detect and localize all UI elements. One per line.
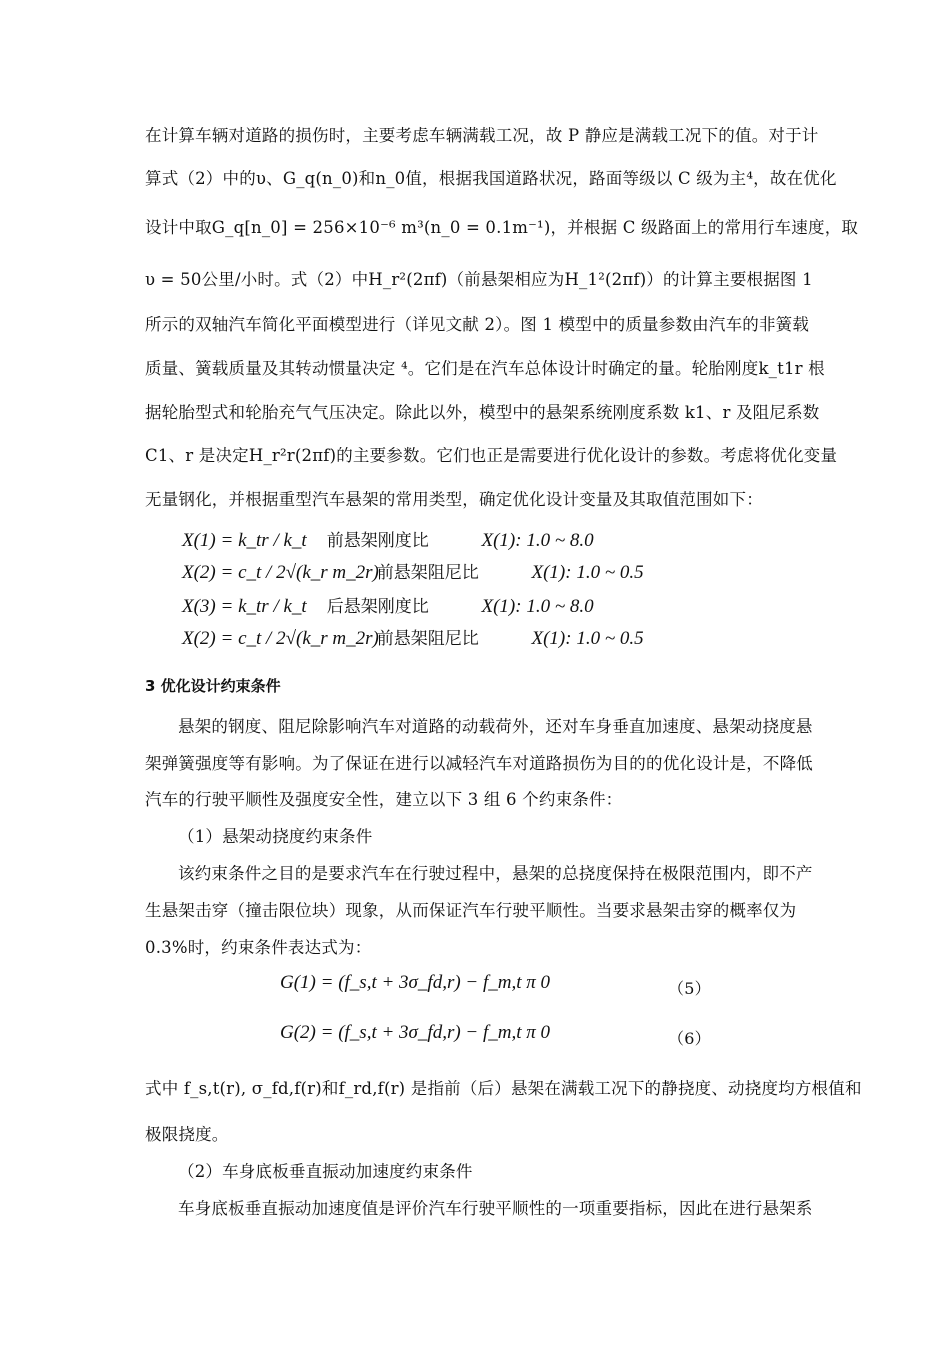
- variable-range: X(1): 1.0 ~ 0.5: [531, 562, 644, 583]
- text-line: 设计中取G_q[n_0] = 256×10⁻⁶ m³(n_0 = 0.1m⁻¹)，并根据 C 级路面上的常用行车速度，取: [145, 218, 859, 237]
- subsection-heading: （1）悬架动挠度约束条件: [178, 827, 373, 846]
- variable-expression: X(2) = c_t / 2√(k_r m_2r): [182, 562, 379, 583]
- equation: G(2) = (f_s,t + 3σ_fd,r) − f_m,t π 0: [280, 1022, 551, 1043]
- text-line: 0.3%时，约束条件表达式为：: [145, 938, 372, 957]
- text-line: 无量钢化，并根据重型汽车悬架的常用类型，确定优化设计变量及其取值范围如下：: [145, 490, 763, 509]
- variable-expression: X(3) = k_tr / k_t: [182, 596, 307, 617]
- variable-range: X(1): 1.0 ~ 8.0: [481, 596, 594, 617]
- variable-definition: [182, 526, 594, 552]
- text-line: 车身底板垂直振动加速度值是评价汽车行驶平顺性的一项重要指标，因此在进行悬架系: [178, 1199, 813, 1218]
- text-line: 据轮胎型式和轮胎充气气压决定。除此以外，模型中的悬架系统刚度系数 k1、r 及阻尼系数: [145, 403, 820, 422]
- text-line: 算式（2）中的υ、G_q(n_0)和n_0值，根据我国道路状况，路面等级以 C 级为主⁴，故在优化: [145, 169, 837, 188]
- text-line: 汽车的行驶平顺性及强度安全性，建立以下 3 组 6 个约束条件：: [145, 790, 623, 809]
- equation-number: （5）: [668, 979, 711, 998]
- text-line: C1、r 是决定H_r²r(2πf)的主要参数。它们也正是需要进行优化设计的参数。考虑将优化变量: [145, 446, 838, 465]
- text-line: 在计算车辆对道路的损伤时，主要考虑车辆满载工况，故 P 静应是满载工况下的值。对于计: [145, 126, 819, 145]
- variable-description: 前悬架阻尼比: [376, 629, 479, 649]
- equation: G(1) = (f_s,t + 3σ_fd,r) − f_m,t π 0: [280, 972, 551, 993]
- text-line: 极限挠度。: [145, 1125, 229, 1144]
- text-line: 架弹簧强度等有影响。为了保证在进行以减轻汽车对道路损伤为目的的优化设计是，不降低: [145, 754, 813, 773]
- variable-description: 前悬架刚度比: [326, 531, 429, 551]
- text-line: 所示的双轴汽车简化平面模型进行（详见文献 2）。图 1 模型中的质量参数由汽车的非簧载: [145, 315, 810, 334]
- variable-expression: X(2) = c_t / 2√(k_r m_2r): [182, 628, 379, 649]
- variable-definition: [182, 624, 644, 650]
- text-line: 悬架的钢度、阻尼除影响汽车对道路的动载荷外，还对车身垂直加速度、悬架动挠度悬: [178, 717, 813, 736]
- variable-range: X(1): 1.0 ~ 0.5: [531, 628, 644, 649]
- variable-definition: [182, 592, 594, 618]
- text-line: 质量、簧载质量及其转动惯量决定 ⁴。它们是在汽车总体设计时确定的量。轮胎刚度k_t1r 根: [145, 359, 825, 378]
- text-line: υ = 50公里/小时。式（2）中H_r²(2πf)（前悬架相应为H_1²(2πf)）的计算主要根据图 1: [145, 270, 813, 289]
- variable-description: 前悬架阻尼比: [376, 563, 479, 583]
- variable-range: X(1): 1.0 ~ 8.0: [481, 530, 594, 551]
- variable-definition: [182, 558, 644, 584]
- text-line: 该约束条件之目的是要求汽车在行驶过程中，悬架的总挠度保持在极限范围内，即不产: [178, 864, 813, 883]
- variable-expression: X(1) = k_tr / k_t: [182, 530, 307, 551]
- subsection-heading: （2）车身底板垂直振动加速度约束条件: [178, 1162, 473, 1181]
- variable-description: 后悬架刚度比: [326, 597, 429, 617]
- text-line: 式中 f_s,t(r), σ_fd,f(r)和f_rd,f(r) 是指前（后）悬架在满载工况下的静挠度、动挠度均方根值和: [145, 1079, 862, 1098]
- text-line: 生悬架击穿（撞击限位块）现象，从而保证汽车行驶平顺性。当要求悬架击穿的概率仅为: [145, 901, 797, 920]
- section-heading: 3 优化设计约束条件: [145, 677, 281, 695]
- equation-number: （6）: [668, 1029, 711, 1048]
